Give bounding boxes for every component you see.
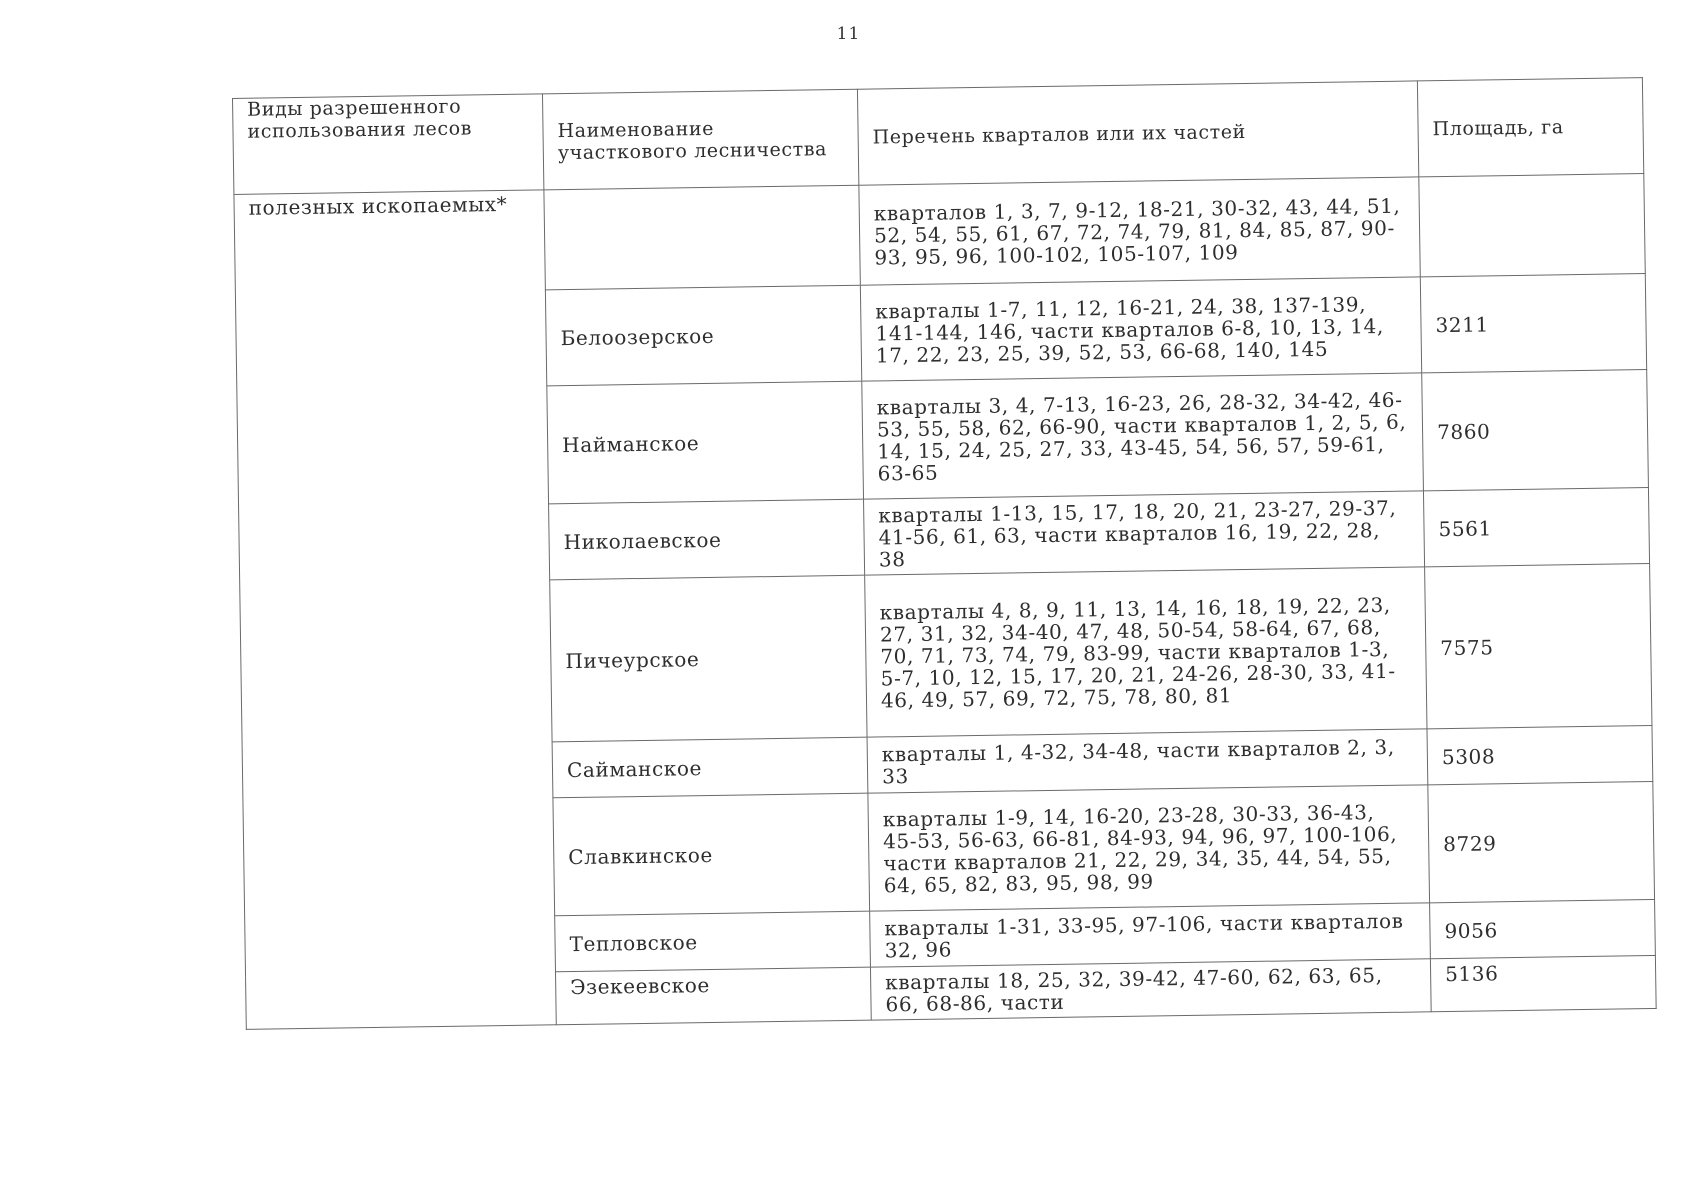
blocks-cell: кварталы 3, 4, 7-13, 16-23, 26, 28-32, 34-42, 46-53, 55, 58, 62, 66-90, части кварталов 1, 2, 5, 6, 14, 15, 24, 25, 27, 33, 43-45, 54, 56, 57, 59-61, 63-65 [862, 373, 1424, 499]
district-cell [544, 185, 860, 290]
blocks-cell: кварталы 4, 8, 9, 11, 13, 14, 16, 18, 19, 22, 23, 27, 31, 32, 34-40, 47, 48, 50-54, 58-64, 67, 68, 70, 71, 73, 74, 79, 83-99, части кварталов 1-3, 5-7, 10, 12, 15, 17, 20, 21, 24-26, 28-30, 33, 41-46, 49, 57, 69, 72, 75, 78, 80, 81 [865, 567, 1427, 737]
area-cell: 5308 [1427, 726, 1653, 785]
forest-use-table [232, 77, 1657, 1030]
header-blocks: Перечень кварталов или их частей [857, 81, 1418, 185]
area-cell [1419, 174, 1645, 277]
blocks-cell: кварталы 1, 4-32, 34-48, части кварталов 2, 3, 33 [867, 729, 1428, 793]
district-cell: Эзекеевское [555, 967, 871, 1025]
page-number: 11 [836, 24, 861, 44]
district-cell: Найманское [547, 381, 864, 504]
area-cell: 7575 [1425, 564, 1652, 729]
area-cell: 5561 [1423, 488, 1649, 567]
kind-cell: полезных ископаемых* [234, 190, 556, 1030]
district-cell: Николаевское [549, 499, 865, 580]
area-cell: 8729 [1428, 781, 1655, 902]
district-cell: Сайманское [552, 737, 868, 798]
header-district: Наименование участкового лесничества [542, 89, 858, 190]
area-cell: 3211 [1420, 274, 1646, 373]
district-cell: Пичеурское [550, 575, 867, 742]
blocks-cell: кварталы 18, 25, 32, 39-42, 47-60, 62, 63, 65, 66, 68-86, части [870, 959, 1431, 1020]
header-area: Площадь, га [1417, 78, 1643, 177]
district-cell: Белоозерское [545, 285, 861, 386]
blocks-cell: кварталов 1, 3, 7, 9-12, 18-21, 30-32, 43, 44, 51, 52, 54, 55, 61, 67, 72, 74, 79, 81, 84, 85, 87, 90-93, 95, 96, 100-102, 105-107, 109 [859, 177, 1420, 285]
blocks-cell: кварталы 1-9, 14, 16-20, 23-28, 30-33, 36-43, 45-53, 56-63, 66-81, 84-93, 94, 96, 97, 100-106, части кварталов 21, 22, 29, 34, 35, 44, 54, 55, 64, 65, 82, 83, 95, 98, 99 [868, 785, 1430, 911]
blocks-cell: кварталы 1-31, 33-95, 97-106, части кварталов 32, 96 [870, 903, 1431, 967]
district-cell: Славкинское [553, 793, 870, 916]
header-kind: Виды разрешенного использования лесов [233, 94, 544, 195]
district-cell: Тепловское [555, 911, 871, 972]
area-cell: 7860 [1422, 370, 1649, 491]
document-sheet [232, 77, 1656, 1030]
area-cell: 9056 [1430, 899, 1656, 958]
area-cell: 5136 [1430, 955, 1656, 1011]
blocks-cell: кварталы 1-13, 15, 17, 18, 20, 21, 23-27, 29-37, 41-56, 61, 63, части кварталов 16, 19, 22, 28, 38 [864, 491, 1425, 575]
blocks-cell: кварталы 1-7, 11, 12, 16-21, 24, 38, 137-139, 141-144, 146, части кварталов 6-8, 10, 13, 14, 17, 22, 23, 25, 39, 52, 53, 66-68, 140, 145 [860, 277, 1421, 381]
